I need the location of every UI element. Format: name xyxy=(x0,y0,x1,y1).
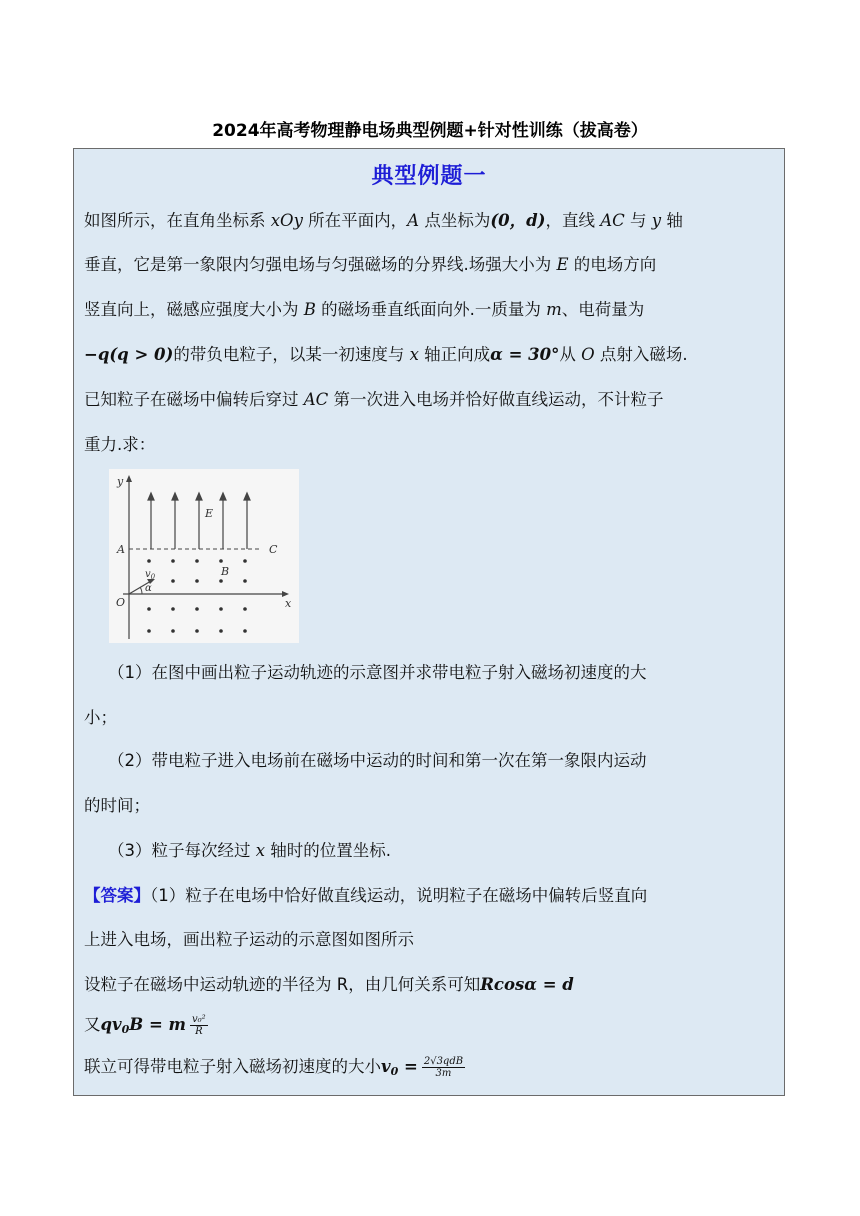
x-axis-label: x xyxy=(285,597,292,610)
fraction-v0-result: $\frac{\text{2√3qdB}}{3m}$ xyxy=(423,1056,464,1079)
answer-line-3: 设粒子在磁场中运动轨迹的半径为 R，由几何关系可知Rcosα = d xyxy=(84,975,574,994)
example-box xyxy=(73,148,785,1096)
velocity-label: $v_0$ xyxy=(145,569,156,581)
origin-label: O xyxy=(116,596,126,609)
answer-line-4: 又qv0B = m $\frac{\text{v₀²}}{R}$ xyxy=(84,1014,206,1037)
question-1-line-1: （1）在图中画出粒子运动轨迹的示意图并求带电粒子射入磁场初速度的大 xyxy=(108,663,647,682)
y-axis-label: y xyxy=(117,475,124,488)
fraction-v0-squared-over-r: $\frac{\text{v₀²}}{R}$ xyxy=(192,1014,206,1037)
answer-line-5: 联立可得带电粒子射入磁场初速度的大小v0 = $\frac{\text{2√3qdB}}{3m}$ xyxy=(84,1056,464,1079)
document-title: 2024年高考物理静电场典型例题+针对性训练（拔高卷） xyxy=(212,121,648,141)
point-c-label: C xyxy=(269,543,278,556)
problem-line-2: 垂直，它是第一象限内匀强电场与匀强磁场的分界线.场强大小为 E 的电场方向 xyxy=(84,255,657,274)
problem-line-5: 已知粒子在磁场中偏转后穿过 AC 第一次进入电场并恰好做直线运动，不计粒子 xyxy=(84,390,664,409)
answer-line-2: 上进入电场，画出粒子运动的示意图如图所示 xyxy=(84,930,414,949)
question-1-line-2: 小； xyxy=(84,708,117,727)
question-2-line-1: （2）带电粒子进入电场前在磁场中运动的时间和第一次在第一象限内运动 xyxy=(108,751,647,770)
point-a-label: A xyxy=(117,543,125,556)
field-b-label: B xyxy=(221,565,230,578)
question-3-line: （3）粒子每次经过 x 轴时的位置坐标. xyxy=(108,841,392,860)
problem-line-6: 重力.求： xyxy=(84,435,156,454)
question-2-line-2: 的时间； xyxy=(84,796,150,815)
problem-line-1: 如图所示，在直角坐标系 xOy 所在平面内，A 点坐标为(0，d)，直线 AC 与 y 轴 xyxy=(84,211,683,230)
problem-line-4: −q(q > 0)的带负电粒子，以某一初速度与 x 轴正向成α = 30°从 O 点射入磁场. xyxy=(84,345,688,364)
angle-label: α xyxy=(145,583,152,594)
answer-tag: 【答案】 xyxy=(84,886,150,905)
problem-line-3: 竖直向上，磁感应强度大小为 B 的磁场垂直纸面向外.一质量为 m、电荷量为 xyxy=(84,300,645,319)
field-e-label: E xyxy=(205,507,214,520)
field-diagram xyxy=(109,469,299,643)
example-heading: 典型例题一 xyxy=(371,164,487,189)
answer-line-1: 【答案】（1）粒子在电场中恰好做直线运动，说明粒子在磁场中偏转后竖直向 xyxy=(84,886,648,905)
